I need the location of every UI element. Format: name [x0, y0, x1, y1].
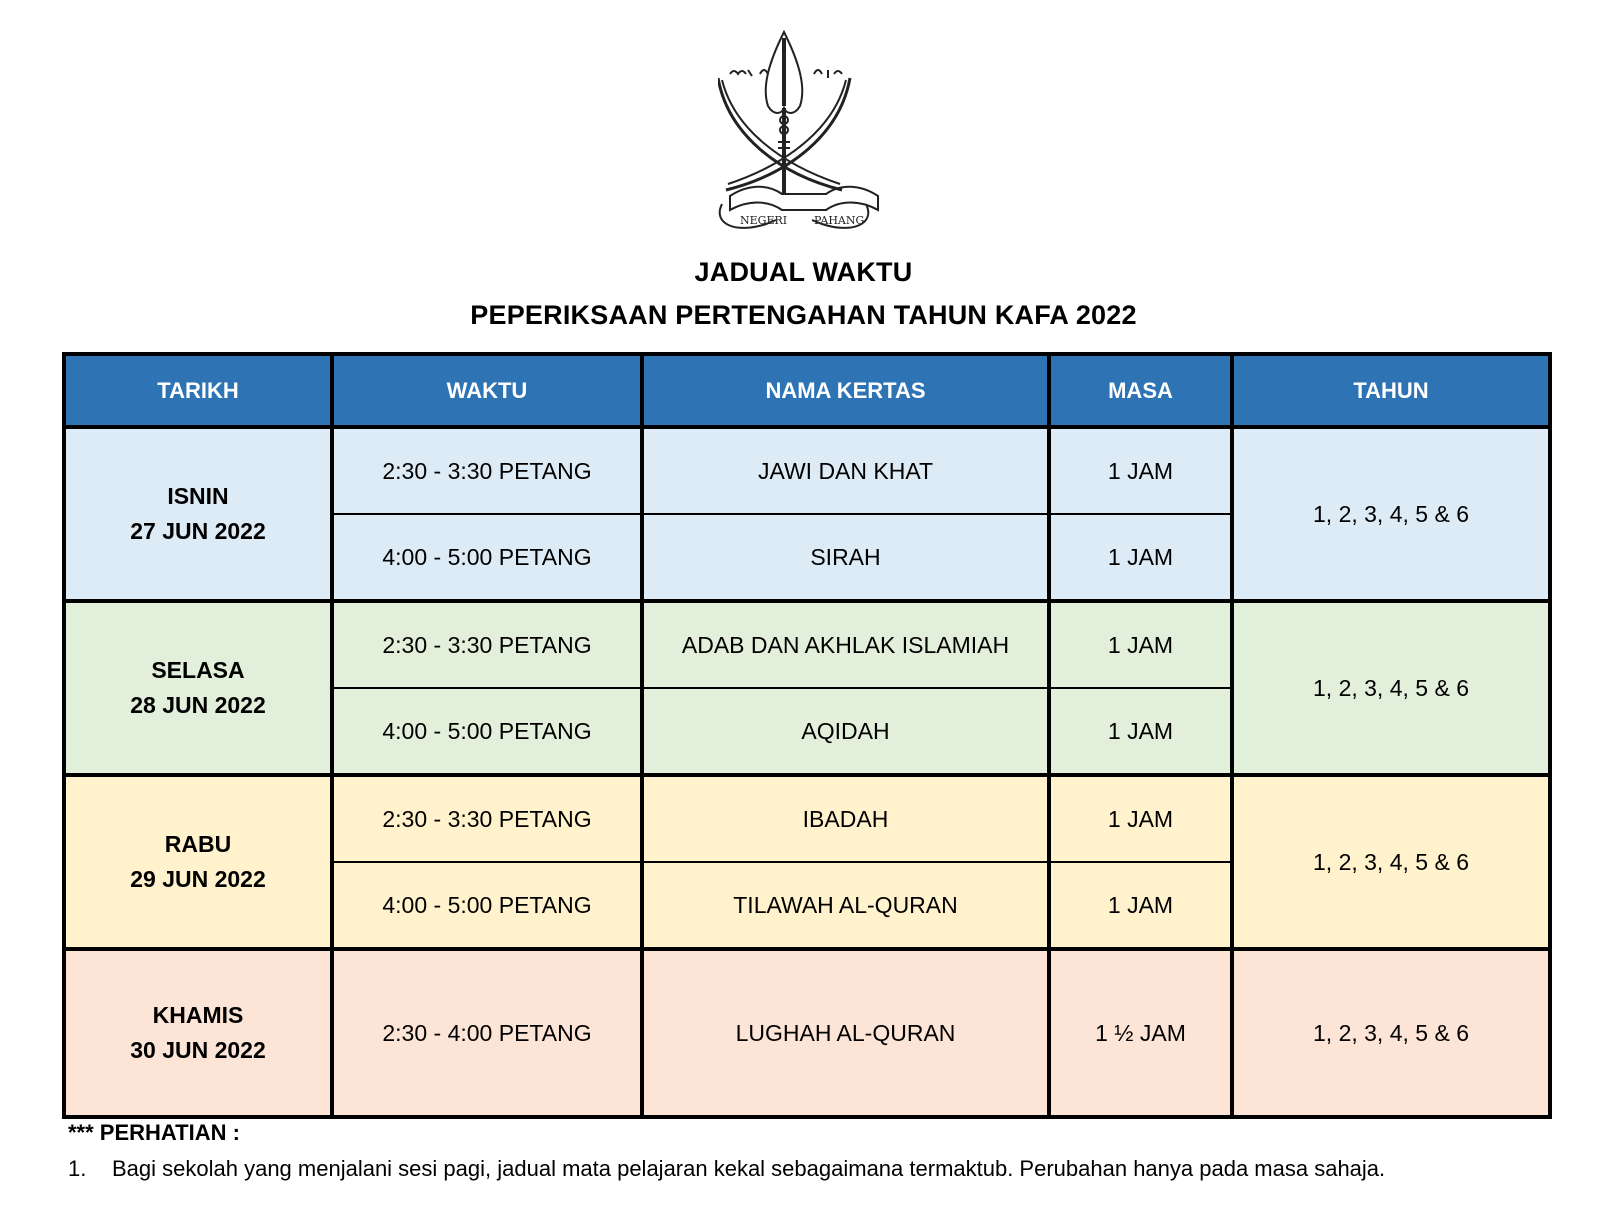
time-cell: 4:00 - 5:00 PETANG: [332, 688, 642, 775]
paper-cell: LUGHAH AL-QURAN: [642, 949, 1049, 1117]
duration-cell: 1 JAM: [1049, 862, 1232, 949]
date-cell: [64, 949, 332, 1117]
table-row: [64, 949, 1550, 1117]
column-header-tarikh: TARIKH: [64, 354, 332, 427]
year-cell: 1, 2, 3, 4, 5 & 6: [1232, 775, 1550, 949]
year-cell: 1, 2, 3, 4, 5 & 6: [1232, 601, 1550, 775]
date-cell: [64, 427, 332, 601]
year-cell: 1, 2, 3, 4, 5 & 6: [1232, 427, 1550, 601]
duration-cell: 1 JAM: [1049, 427, 1232, 514]
column-header-tahun: TAHUN: [1232, 354, 1550, 427]
column-header-masa: MASA: [1049, 354, 1232, 427]
table-row: [64, 775, 1550, 862]
note-item: [68, 1156, 1385, 1182]
pahang-crest-icon: [718, 24, 898, 239]
date-cell: [64, 775, 332, 949]
day-name: ISNIN: [167, 483, 229, 509]
paper-cell: SIRAH: [642, 514, 1049, 601]
paper-cell: IBADAH: [642, 775, 1049, 862]
svg-text:PAHANG: PAHANG: [814, 214, 865, 227]
notes-heading: *** PERHATIAN :: [68, 1120, 240, 1145]
note-text: Bagi sekolah yang menjalani sesi pagi, jadual mata pelajaran kekal sebagaimana termaktub. Perubahan hanya pada masa sahaja.: [112, 1156, 1386, 1181]
duration-cell: 1 JAM: [1049, 601, 1232, 688]
date-text: 29 JUN 2022: [130, 866, 266, 892]
paper-cell: JAWI DAN KHAT: [642, 427, 1049, 514]
table-row: [64, 427, 1550, 514]
date-cell: [64, 601, 332, 775]
column-header-nama-kertas: NAMA KERTAS: [642, 354, 1049, 427]
day-name: KHAMIS: [152, 1002, 244, 1028]
date-text: 27 JUN 2022: [130, 518, 266, 544]
time-cell: 4:00 - 5:00 PETANG: [332, 514, 642, 601]
table-header-row: [64, 354, 1550, 427]
paper-cell: TILAWAH AL-QURAN: [642, 862, 1049, 949]
time-cell: 2:30 - 3:30 PETANG: [332, 601, 642, 688]
page-subtitle: PEPERIKSAAN PERTENGAHAN TAHUN KAFA 2022: [470, 300, 1137, 330]
day-name: SELASA: [151, 657, 245, 683]
duration-cell: 1 JAM: [1049, 775, 1232, 862]
note-number: 1.: [68, 1156, 87, 1181]
table-row: [64, 601, 1550, 688]
time-cell: 2:30 - 4:00 PETANG: [332, 949, 642, 1117]
exam-schedule-table: [62, 352, 1552, 1119]
duration-cell: 1 JAM: [1049, 514, 1232, 601]
duration-cell: 1 ½ JAM: [1049, 949, 1232, 1117]
duration-cell: 1 JAM: [1049, 688, 1232, 775]
date-text: 30 JUN 2022: [130, 1037, 266, 1063]
column-header-waktu: WAKTU: [332, 354, 642, 427]
time-cell: 4:00 - 5:00 PETANG: [332, 862, 642, 949]
time-cell: 2:30 - 3:30 PETANG: [332, 427, 642, 514]
paper-cell: AQIDAH: [642, 688, 1049, 775]
year-cell: 1, 2, 3, 4, 5 & 6: [1232, 949, 1550, 1117]
date-text: 28 JUN 2022: [130, 692, 266, 718]
paper-cell: ADAB DAN AKHLAK ISLAMIAH: [642, 601, 1049, 688]
day-name: RABU: [164, 831, 232, 857]
time-cell: 2:30 - 3:30 PETANG: [332, 775, 642, 862]
page-title: JADUAL WAKTU: [694, 257, 913, 287]
svg-text:NEGERI: NEGERI: [740, 214, 788, 227]
